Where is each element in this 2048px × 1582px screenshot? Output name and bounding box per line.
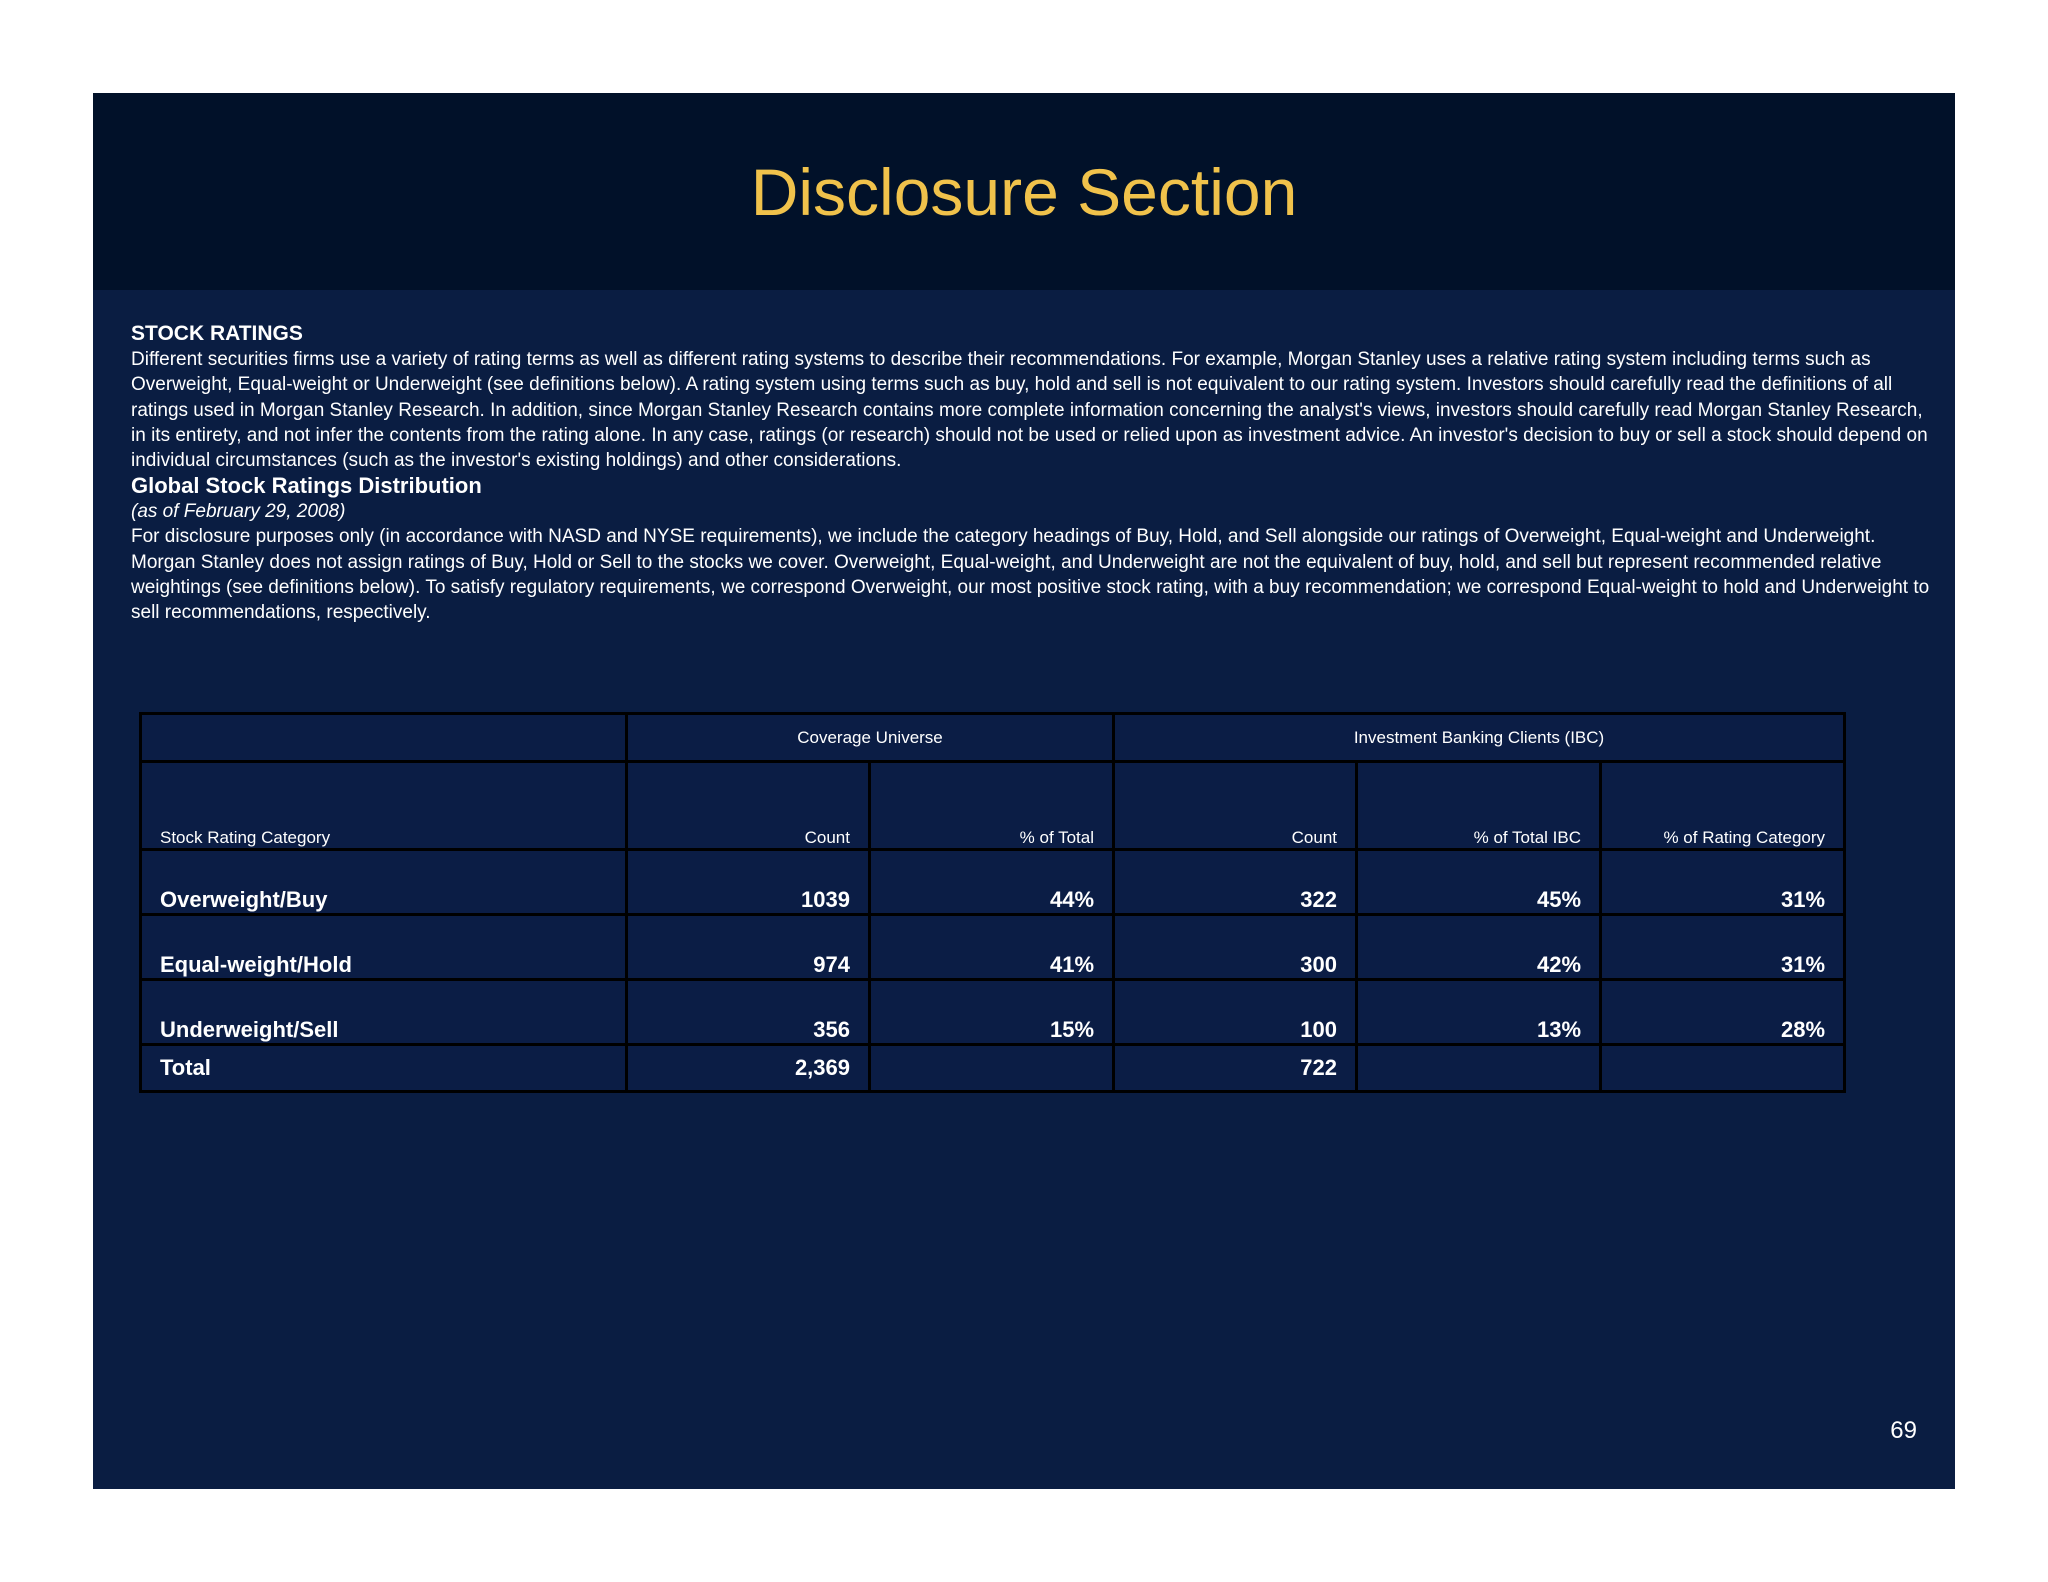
table-header-row — [141, 762, 1845, 850]
row-ibc-count: 322 — [1114, 850, 1357, 915]
distribution-heading: Global Stock Ratings Distribution — [131, 473, 482, 499]
row-count: 974 — [627, 915, 870, 980]
row-count: 356 — [627, 980, 870, 1045]
col-header-count: Count — [627, 762, 870, 850]
row-pct-rating-category: 28% — [1601, 980, 1845, 1045]
group-header-coverage: Coverage Universe — [627, 714, 1114, 762]
total-ibc-count: 722 — [1114, 1045, 1357, 1092]
stock-ratings-text: Different securities firms use a variety of rating terms as well as different rating systems to describe their recommendations. For example, Morgan Stanley uses a relative rating system including terms such as Overweight, Equal-weight or Underweight (see definitions below). A rating system using terms such as buy, hold and sell is not equivalent to our rating system. Investors should carefully read the definitions of all ratings used in Morgan Stanley Research. In addition, since Morgan Stanley Research contains more complete information concerning the analyst's views, investors should carefully read Morgan Stanley Research, in its entirety, and not infer the contents from the rating alone. In any case, ratings (or research) should not be used or relied upon as investment advice. An investor's decision to buy or sell a stock should depend on individual circumstances (such as the investor's existing holdings) and other considerations. — [131, 349, 1928, 472]
row-pct-total: 15% — [870, 980, 1114, 1045]
disclosure-body — [131, 321, 1931, 626]
col-header-pct-rating-category: % of Rating Category — [1601, 762, 1845, 850]
row-pct-total-ibc: 42% — [1357, 915, 1601, 980]
row-category: Overweight/Buy — [141, 850, 627, 915]
row-pct-total: 44% — [870, 850, 1114, 915]
distribution-as-of: (as of February 29, 2008) — [131, 501, 346, 523]
page-title: Disclosure Section — [750, 154, 1298, 229]
table-row — [141, 915, 1845, 980]
row-ibc-count: 100 — [1114, 980, 1357, 1045]
total-pct-total — [870, 1045, 1114, 1092]
slide — [93, 93, 1955, 1489]
distribution-text: For disclosure purposes only (in accordance with NASD and NYSE requirements), we include the category headings of Buy, Hold, and Sell alongside our ratings of Overweight, Equal-weight and Underweight. Morgan Stanley does not assign ratings of Buy, Hold or Sell to the stocks we cover. Overweight, Equal-weight, and Underweight are not the equivalent of buy, hold, and sell but represent recommended relative weightings (see definitions below). To satisfy regulatory requirements, we correspond Overweight, our most positive stock rating, with a buy recommendation; we correspond Equal-weight to hold and Underweight to sell recommendations, respectively. — [131, 526, 1930, 624]
group-header-ibc: Investment Banking Clients (IBC) — [1114, 714, 1845, 762]
col-header-ibc-count: Count — [1114, 762, 1357, 850]
table-total-row — [141, 1045, 1845, 1092]
col-header-category: Stock Rating Category — [141, 762, 627, 850]
total-pct-rating-category — [1601, 1045, 1845, 1092]
table-row — [141, 850, 1845, 915]
ratings-distribution-table — [139, 712, 1846, 1093]
title-band — [93, 93, 1955, 290]
table-group-header-row — [141, 714, 1845, 762]
row-pct-total-ibc: 45% — [1357, 850, 1601, 915]
row-ibc-count: 300 — [1114, 915, 1357, 980]
table-row — [141, 980, 1845, 1045]
col-header-pct-total-ibc: % of Total IBC — [1357, 762, 1601, 850]
row-pct-rating-category: 31% — [1601, 915, 1845, 980]
stock-ratings-heading: STOCK RATINGS — [131, 322, 303, 345]
total-count: 2,369 — [627, 1045, 870, 1092]
col-header-pct-total: % of Total — [870, 762, 1114, 850]
row-pct-rating-category: 31% — [1601, 850, 1845, 915]
total-label: Total — [141, 1045, 627, 1092]
total-pct-total-ibc — [1357, 1045, 1601, 1092]
page-number: 69 — [1890, 1417, 1917, 1444]
row-count: 1039 — [627, 850, 870, 915]
row-pct-total-ibc: 13% — [1357, 980, 1601, 1045]
group-header-empty — [141, 714, 627, 762]
row-category: Equal-weight/Hold — [141, 915, 627, 980]
row-category: Underweight/Sell — [141, 980, 627, 1045]
row-pct-total: 41% — [870, 915, 1114, 980]
